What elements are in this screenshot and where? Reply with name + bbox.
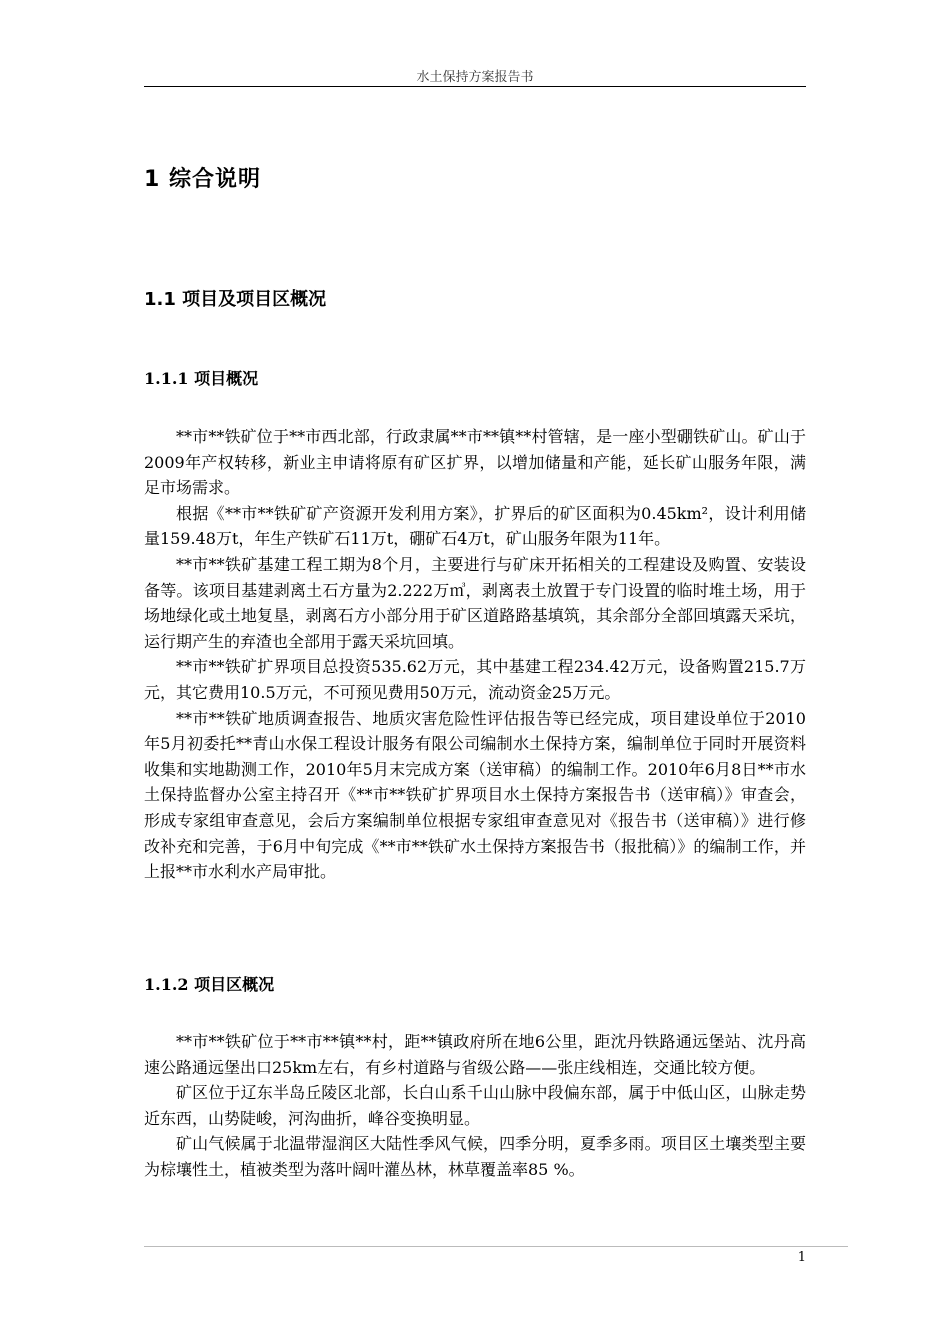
running-header: 水土保持方案报告书 <box>416 70 534 85</box>
paragraph: **市**铁矿基建工程工期为8个月，主要进行与矿床开拓相关的工程建设及购置、安装设备等。该项目基建剥离土石方量为2.222万㎥，剥离表土放置于专门设置的临时堆土场，用于场地绿化或土地复垦，剥离石方小部分用于矿区道路路基填筑，其余部分全部回填露天采坑，运行期产生的弃渣也全部用于露天采坑回填。 <box>144 554 806 651</box>
section-title: 1.1 项目及项目区概况 <box>144 289 327 310</box>
project-overview-body <box>144 424 806 885</box>
footer-rule <box>144 1246 848 1247</box>
subsection-title-project-overview: 1.1.1 项目概况 <box>144 369 259 388</box>
project-area-overview-body <box>144 1029 806 1183</box>
paragraph: 根据《**市**铁矿矿产资源开发利用方案》，扩界后的矿区面积为0.45km²，设计利用储量159.48万t，年生产铁矿石11万t，硼矿石4万t，矿山服务年限为11年。 <box>144 503 806 549</box>
paragraph: **市**铁矿位于**市**镇**村，距**镇政府所在地6公里，距沈丹铁路通远堡站、沈丹高速公路通远堡出口25km左右，有乡村道路与省级公路——张庄线相连，交通比较方便。 <box>144 1032 806 1077</box>
paragraph: **市**铁矿扩界项目总投资535.62万元，其中基建工程234.42万元，设备购置215.7万元，其它费用10.5万元，不可预见费用50万元，流动资金25万元。 <box>144 657 806 702</box>
paragraph: 矿区位于辽东半岛丘陵区北部，长白山系千山山脉中段偏东部，属于中低山区，山脉走势近东西，山势陡峻，河沟曲折，峰谷变换明显。 <box>144 1083 806 1128</box>
subsection-title-project-area-overview: 1.1.2 项目区概况 <box>144 975 275 994</box>
chapter-title: 1 综合说明 <box>144 167 261 192</box>
paragraph: **市**铁矿地质调查报告、地质灾害危险性评估报告等已经完成，项目建设单位于2010年5月初委托**青山水保工程设计服务有限公司编制水土保持方案，编制单位于同时开展资料收集和实地勘测工作，2010年5月末完成方案（送审稿）的编制工作。2010年6月8日**市水土保持监督办公室主持召开《**市**铁矿扩界项目水土保持方案报告书（送审稿）》审查会，形成专家组审查意见，会后方案编制单位根据专家组审查意见对《报告书（送审稿）》进行修改补充和完善，于6月中旬完成《**市**铁矿水土保持方案报告书（报批稿）》的编制工作，并上报**市水利水产局审批。 <box>144 708 806 882</box>
paragraph: 矿山气候属于北温带湿润区大陆性季风气候，四季分明，夏季多雨。项目区土壤类型主要为棕壤性土，植被类型为落叶阔叶灌丛林，林草覆盖率85 %。 <box>144 1134 806 1179</box>
header-rule <box>144 86 806 87</box>
page-number: 1 <box>797 1250 806 1265</box>
paragraph: **市**铁矿位于**市西北部，行政隶属**市**镇**村管辖，是一座小型硼铁矿山。矿山于2009年产权转移，新业主申请将原有矿区扩界，以增加储量和产能，延长矿山服务年限，满足市场需求。 <box>144 427 806 498</box>
